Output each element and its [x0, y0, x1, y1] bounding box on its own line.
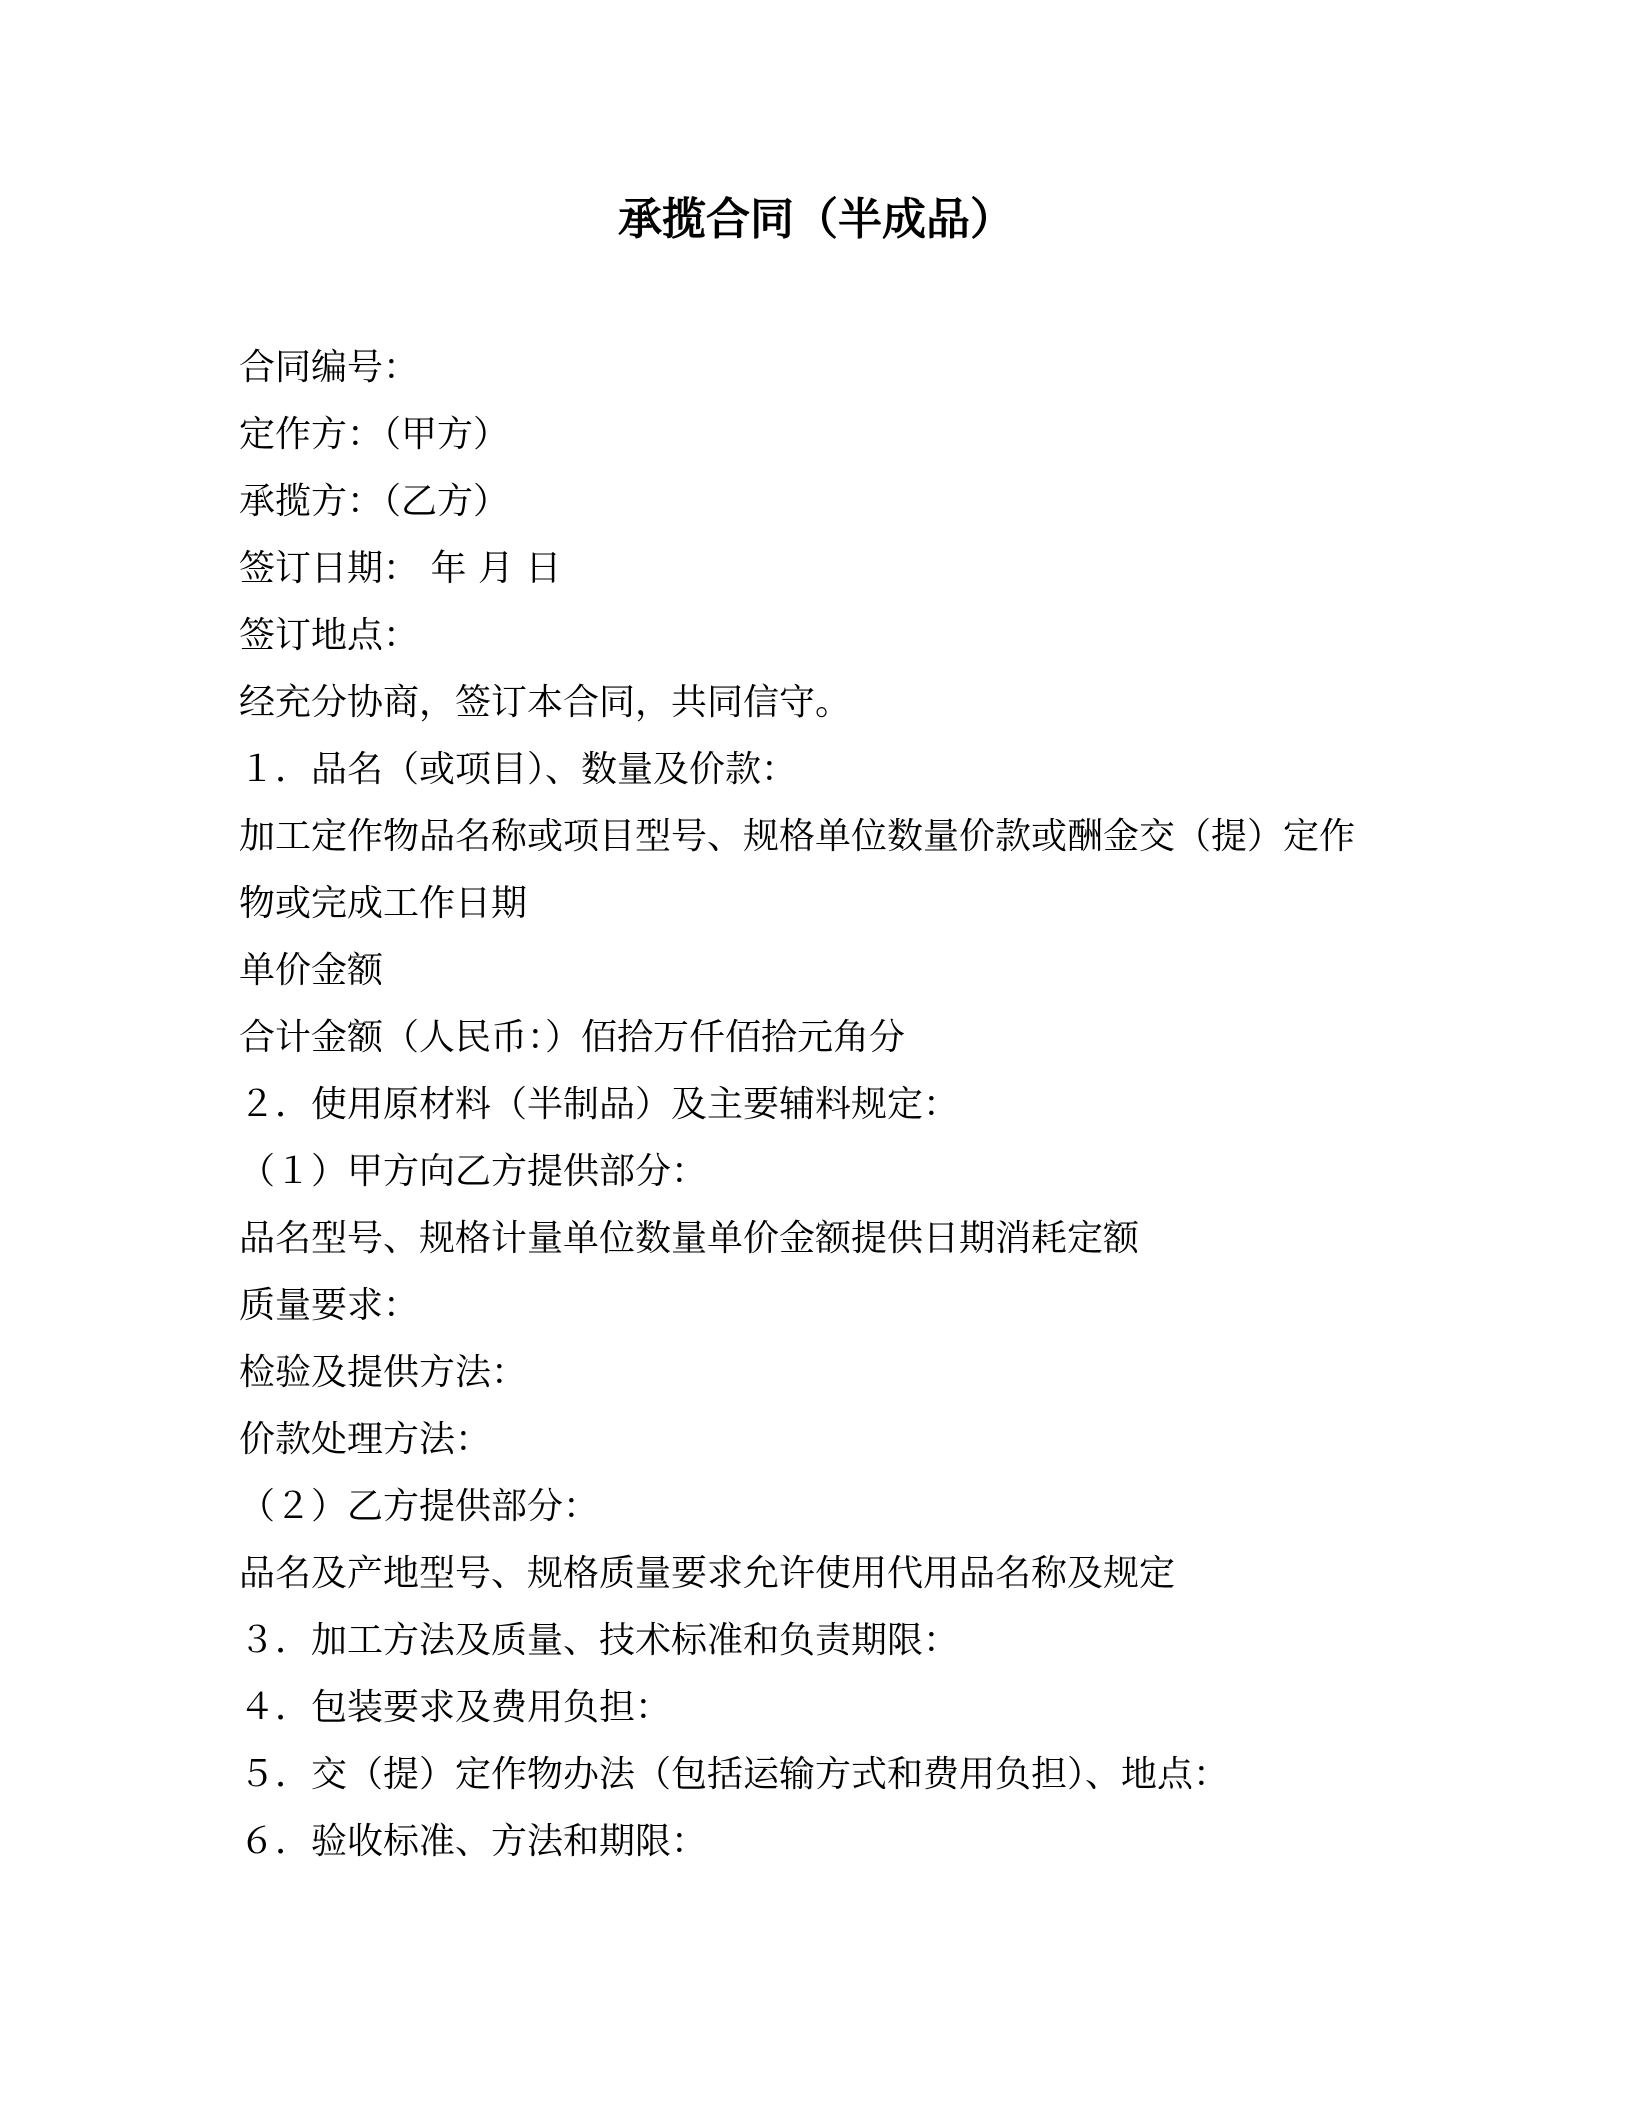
party-a-line: 定作方：（甲方）: [239, 414, 510, 455]
clause-2-2-columns: 品名及产地型号、规格质量要求允许使用代用品名称及规定: [239, 1553, 1176, 1594]
signing-date-line: 签订日期： 年 月 日: [239, 548, 562, 589]
clause-2-2-heading: （２）乙方提供部分：: [239, 1486, 600, 1527]
payment-handling-line: 价款处理方法：: [239, 1419, 492, 1460]
unit-price-amount-line: 单价金额: [239, 950, 384, 991]
clause-1-columns-line-1: 加工定作物品名称或项目型号、规格单位数量价款或酬金交（提）定作: [239, 816, 1356, 857]
document-title: 承揽合同（半成品）: [618, 194, 1014, 245]
clause-2-heading: ２．使用原材料（半制品）及主要辅料规定：: [239, 1084, 960, 1125]
clause-6-heading: ６．验收标准、方法和期限：: [239, 1821, 708, 1862]
clause-2-1-heading: （１）甲方向乙方提供部分：: [239, 1151, 708, 1192]
contract-number-line: 合同编号：: [239, 347, 420, 388]
party-b-line: 承揽方：（乙方）: [239, 481, 510, 522]
clause-1-columns-line-2: 物或完成工作日期: [239, 883, 528, 924]
clause-1-heading: １．品名（或项目）、数量及价款：: [239, 749, 798, 790]
clause-5-heading: ５．交（提）定作物办法（包括运输方式和费用负担）、地点：: [239, 1754, 1230, 1795]
quality-requirements-line: 质量要求：: [239, 1285, 420, 1326]
inspection-method-line: 检验及提供方法：: [239, 1352, 528, 1393]
clause-3-heading: ３．加工方法及质量、技术标准和负责期限：: [239, 1620, 960, 1661]
clause-4-heading: ４．包装要求及费用负担：: [239, 1687, 672, 1728]
total-amount-line: 合计金额（人民币：）佰拾万仟佰拾元角分: [239, 1017, 906, 1058]
document-body: [239, 334, 1399, 1875]
signing-place-line: 签订地点：: [239, 615, 420, 656]
clause-2-1-columns: 品名型号、规格计量单位数量单价金额提供日期消耗定额: [239, 1218, 1140, 1259]
preamble-line: 经充分协商，签订本合同，共同信守。: [239, 682, 852, 723]
